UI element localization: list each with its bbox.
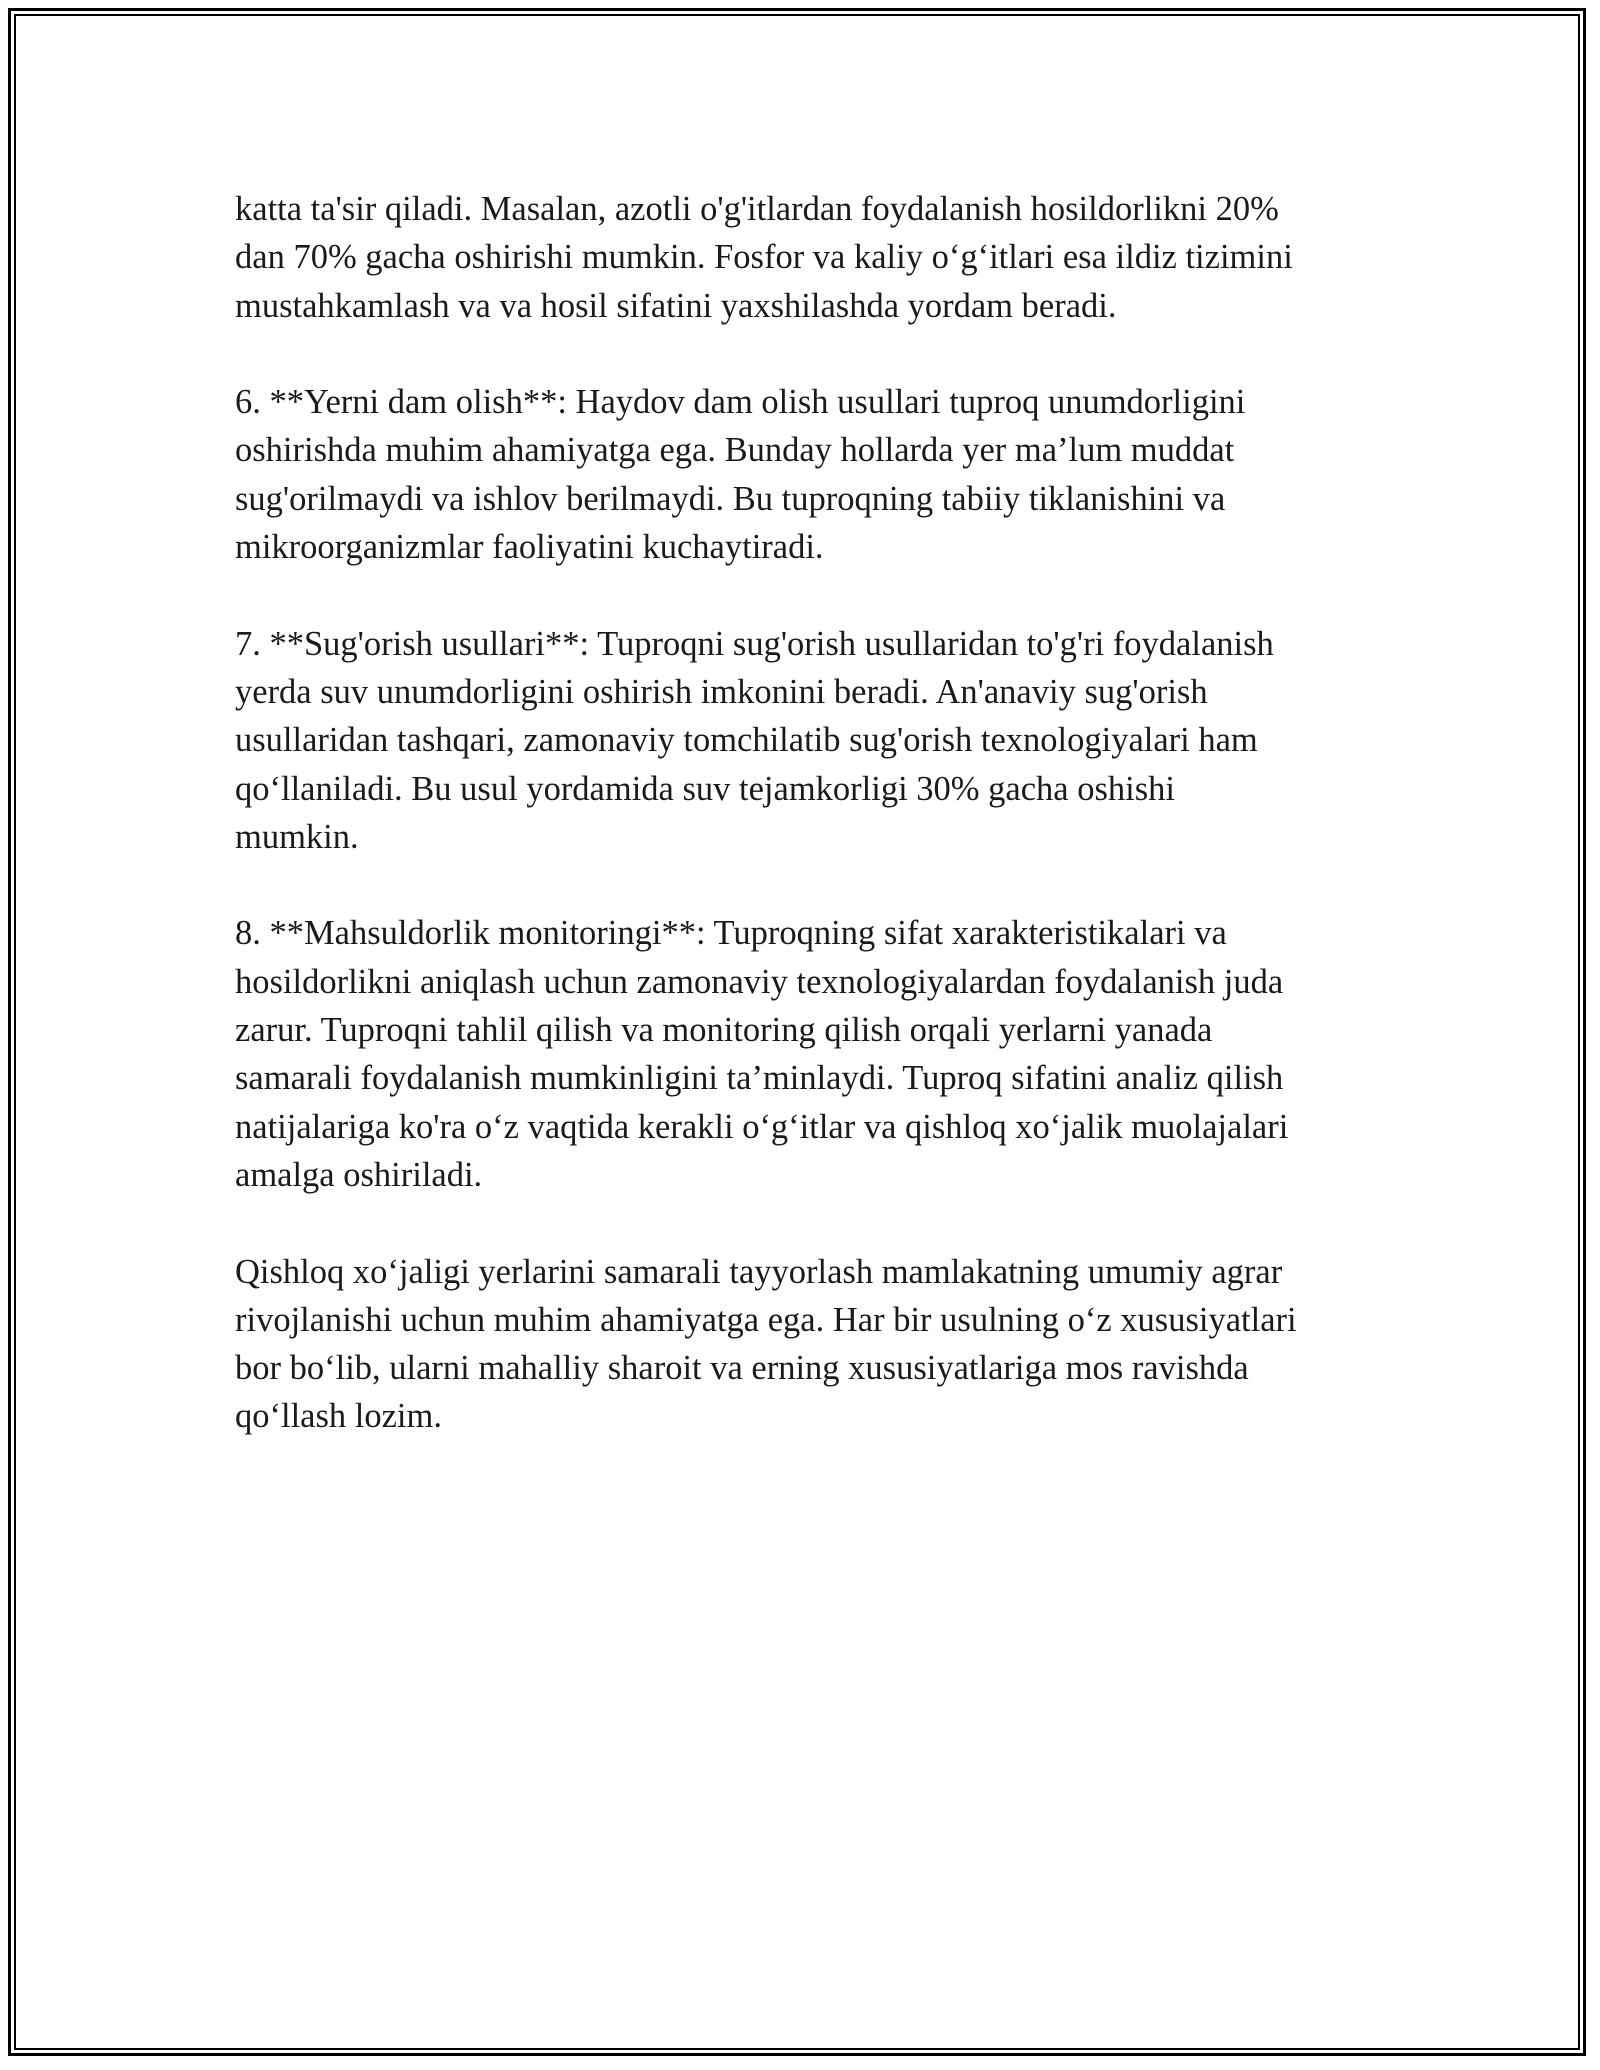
document-body [235,185,1385,1489]
paragraph-item-6-fallow [235,378,1385,571]
text-line: yerda suv unumdorligini oshirish imkonini beradi. An'anaviy sug'orish [235,672,1208,711]
text-line: mikroorganizmlar faoliyatini kuchaytiradi. [235,528,824,567]
text-line: rivojlanishi uchun muhim ahamiyatga ega. Har bir usulning o‘z xususiyatlari [235,1300,1297,1339]
text-line: dan 70% gacha oshirishi mumkin. Fosfor va kaliy o‘g‘itlari esa ildiz tizimini [235,238,1293,277]
paragraph-conclusion [235,1248,1385,1441]
text-line: mustahkamlash va va hosil sifatini yaxshilashda yordam beradi. [235,286,1117,325]
text-line: amalga oshiriladi. [235,1155,483,1194]
paragraph-item-7-irrigation [235,620,1385,861]
text-line: Qishloq xo‘jaligi yerlarini samarali tayyorlash mamlakatning umumiy agrar [235,1252,1283,1291]
text-line: sug'orilmaydi va ishlov berilmaydi. Bu tuproqning tabiiy tiklanishini va [235,479,1226,518]
text-line: katta ta'sir qiladi. Masalan, azotli o'g'itlardan foydalanish hosildorlikni 20% [235,190,1279,228]
paragraph-item-8-monitoring [235,909,1385,1199]
text-line: qo‘llash lozim. [235,1397,442,1436]
paragraph-fertilizers [235,185,1385,330]
text-line: oshirishda muhim ahamiyatga ega. Bunday hollarda yer ma’lum muddat [235,431,1235,470]
text-line: qo‘llaniladi. Bu usul yordamida suv tejamkorligi 30% gacha oshishi [235,769,1175,808]
text-line: bor bo‘lib, ularni mahalliy sharoit va erning xususiyatlariga mos ravishda [235,1349,1249,1388]
text-line: hosildorlikni aniqlash uchun zamonaviy texnologiyalardan foydalanish juda [235,962,1284,1001]
text-line: usullaridan tashqari, zamonaviy tomchilatib sug'orish texnologiyalari ham [235,721,1258,760]
text-line: mumkin. [235,817,359,856]
text-line: 6. **Yerni dam olish**: Haydov dam olish usullari tuproq unumdorligini [235,383,1246,422]
text-line: samarali foydalanish mumkinligini ta’minlaydi. Tuproq sifatini analiz qilish [235,1059,1284,1098]
text-line: 8. **Mahsuldorlik monitoringi**: Tuproqning sifat xarakteristikalari va [235,914,1227,953]
text-line: 7. **Sug'orish usullari**: Tuproqni sug'orish usullaridan to'g'ri foydalanish [235,624,1274,663]
text-line: zarur. Tuproqni tahlil qilish va monitoring qilish orqali yerlarni yanada [235,1011,1213,1050]
text-line: natijalariga ko'ra o‘z vaqtida kerakli o‘g‘itlar va qishloq xo‘jalik muolajalari [235,1107,1289,1146]
